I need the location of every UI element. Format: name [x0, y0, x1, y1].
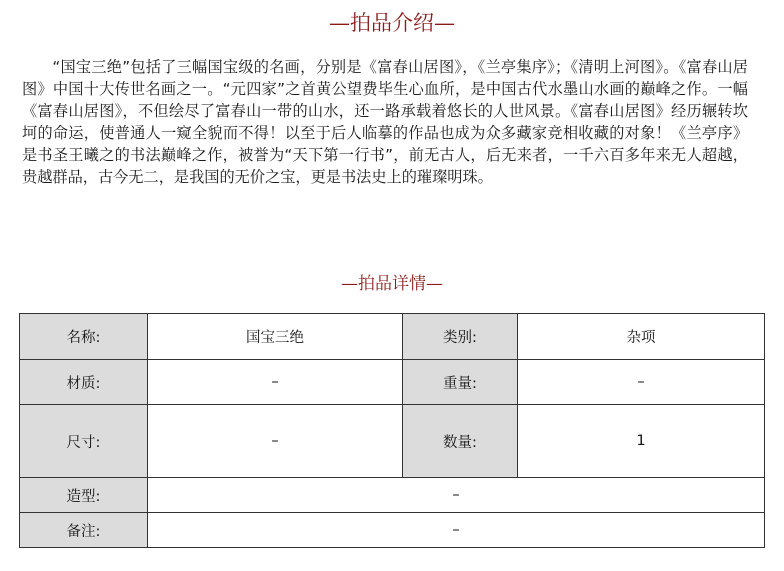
table-row — [20, 478, 765, 513]
shape-label: 造型: — [20, 478, 148, 513]
material-value: – — [148, 360, 403, 405]
size-value: – — [148, 405, 403, 478]
quantity-value: 1 — [518, 405, 765, 478]
shape-value: – — [148, 478, 765, 513]
details-section-title: —拍品详情— — [341, 274, 443, 294]
weight-label: 重量: — [403, 360, 518, 405]
details-table — [19, 313, 765, 548]
table-row — [20, 360, 765, 405]
table-row — [20, 405, 765, 478]
remark-label: 备注: — [20, 513, 148, 548]
size-label: 尺寸: — [20, 405, 148, 478]
weight-value: – — [518, 360, 765, 405]
table-row — [20, 314, 765, 360]
table-row — [20, 513, 765, 548]
material-label: 材质: — [20, 360, 148, 405]
intro-paragraph: “国宝三绝”包括了三幅国宝级的名画，分别是《富春山居图》，《兰亭集序》；《清明上河图》。《富春山居图》中国十大传世名画之一。“元四家”之首黄公望费毕生心血所，是中国古代水墨山水画的巅峰之作。一幅《富春山居图》，不但绘尽了富春山一带的山水，还一路承载着悠长的人世风景。《富春山居图》经历辗转坎坷的命运，使普通人一窥全貌而不得！以至于后人临摹的作品也成为众多藏家竞相收藏的对象！《兰亭序》是书圣王曦之的书法巅峰之作，被誉为“天下第一行书”，前无古人，后无来者，一千六百多年来无人超越，贵越群品，古今无二，是我国的无价之宝，更是书法史上的璀璨明珠。 — [22, 58, 748, 186]
intro-section-title: —拍品介绍— — [329, 11, 455, 35]
name-value: 国宝三绝 — [148, 314, 403, 360]
name-label: 名称: — [20, 314, 148, 360]
category-label: 类别: — [403, 314, 518, 360]
category-value: 杂项 — [518, 314, 765, 360]
remark-value: – — [148, 513, 765, 548]
quantity-label: 数量: — [403, 405, 518, 478]
